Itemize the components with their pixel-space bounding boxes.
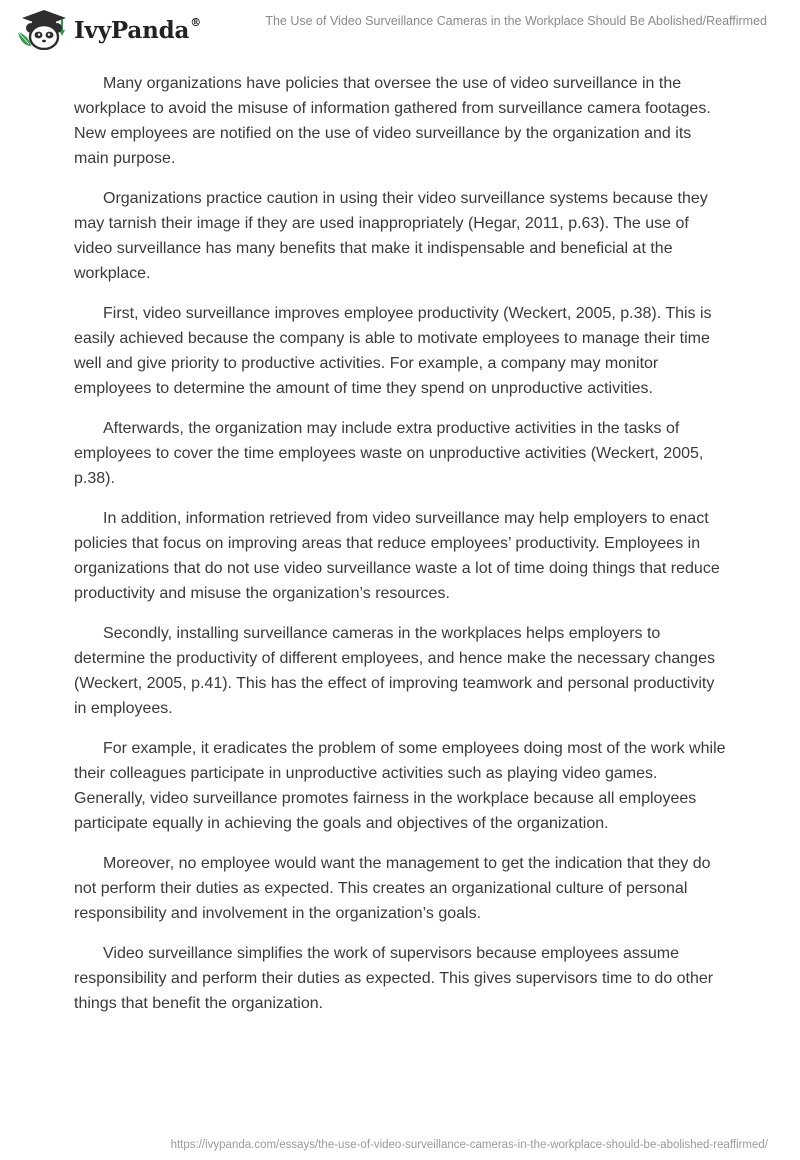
- panda-graduate-icon: [14, 8, 68, 50]
- brand-name-text: IvyPanda: [74, 16, 190, 44]
- page-header: [0, 0, 800, 60]
- brand-name: [74, 17, 201, 44]
- source-url-link[interactable]: https://ivypanda.com/essays/the-use-of-video-surveillance-cameras-in-the-workplace-should-be-abolished-reaffirmed/: [170, 1139, 768, 1151]
- paragraph: First, video surveillance improves employee productivity (Weckert, 2005, p.38). This is easily achieved because the company is able to motivate employees to manage their time well and give priority to productive activities. For example, a company may monitor employees to determine the amount of time they spend on unproductive activities.: [74, 305, 712, 397]
- ivypanda-logo[interactable]: [14, 8, 201, 50]
- paragraph: For example, it eradicates the problem of some employees doing most of the work while their colleagues participate in unproductive activities such as playing video games. Generally, video surveillance promotes fairness in the workplace because all employees participate equally in achieving the goals and objectives of the organization.: [74, 740, 726, 832]
- paragraph: Moreover, no employee would want the management to get the indication that they do not perform their duties as expected. This creates an organizational culture of personal responsibility and involvement in the organization’s goals.: [74, 855, 711, 922]
- essay-body: [74, 71, 728, 1031]
- paragraph: Video surveillance simplifies the work of supervisors because employees assume responsibility and perform their duties as expected. This gives supervisors time to do other things that benefit the organization.: [74, 945, 714, 1012]
- paragraph: Afterwards, the organization may include extra productive activities in the tasks of employees to cover the time employees waste on unproductive activities (Weckert, 2005, p.38).: [74, 420, 704, 487]
- paragraph: Many organizations have policies that oversee the use of video surveillance in the workplace to avoid the misuse of information gathered from surveillance camera footages. New employees are notified on the use of video surveillance by the organization and its main purpose.: [74, 75, 711, 167]
- registered-mark: ®: [190, 15, 201, 29]
- paragraph: In addition, information retrieved from video surveillance may help employers to enact policies that focus on improving areas that reduce employees’ productivity. Employees in organizations that do not use video surveillance waste a lot of time doing things that reduce productivity and misuse the organization’s resources.: [74, 510, 720, 602]
- document-title: The Use of Video Surveillance Cameras in the Workplace Should Be Abolished/Reaffirmed: [265, 14, 767, 28]
- paragraph: Organizations practice caution in using their video surveillance systems because they may tarnish their image if they are used inappropriately (Hegar, 2011, p.63). The use of video surveillance has many benefits that make it indispensable and beneficial at the workplace.: [74, 190, 708, 282]
- paragraph: Secondly, installing surveillance cameras in the workplaces helps employers to determine the productivity of different employees, and hence make the necessary changes (Weckert, 2005, p.41). This has the effect of improving teamwork and personal productivity in employees.: [74, 625, 715, 717]
